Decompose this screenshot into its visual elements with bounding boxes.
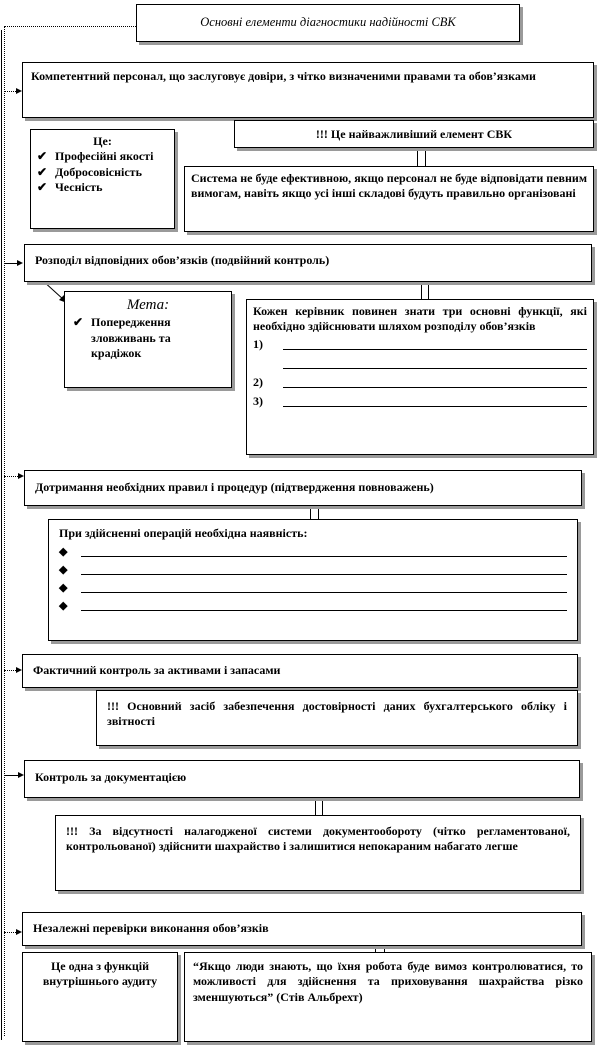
physical-header: Фактичний контроль за активами і запасами <box>22 654 578 688</box>
documentation-header: Контроль за документацією <box>24 760 580 798</box>
documentation-note: !!! За відсутності налагодженої системи документообороту (чітко регламентованої, контрольованої) здійснити шахрайство і залишитися непокараним набагато легше <box>55 815 581 891</box>
duties-header: Розподіл відповідних обов’язків (подвійний контроль) <box>24 244 592 282</box>
title-text: Основні елементи діагностики надійності СВК <box>200 15 456 29</box>
connector-title-left <box>4 26 136 27</box>
personnel-important-note: !!! Це найважливіший елемент СВК <box>234 120 594 148</box>
diagram-title <box>136 4 520 42</box>
procedures-header: Дотримання необхідних правил і процедур (підтвердження повноважень) <box>24 470 582 506</box>
check-icon: ✔ <box>73 315 84 330</box>
quality-item: ✔ Добросовісність <box>37 164 142 179</box>
duties-functions: Кожен керівник повинен знати три основні функції, які необхідно здійснювати шляхом розподілу обов’язків 1) 2) 3) <box>246 299 594 455</box>
independent-header: Незалежні перевірки виконання обов’язків <box>22 912 582 946</box>
independent-audit-note: Це одна з функцій внутрішнього аудиту <box>22 952 178 1042</box>
check-icon: ✔ <box>37 149 48 164</box>
requirement-bullet <box>59 598 567 616</box>
goal-item: ✔ Попередження зловживань та крадіжок <box>73 315 171 360</box>
personnel-explanation: Система не буде ефективною, якщо персонал не буде відповідати певним вимогам, навіть якщо усі інші складові будуть правильно організовані <box>184 166 594 232</box>
goal-title: Мета: <box>126 297 170 313</box>
personnel-header-text: Компетентний персонал, що заслуговує довіри, з чітко визначеними правами та обов’язками <box>31 69 536 83</box>
function-blank-1b <box>253 354 587 373</box>
requirement-bullet <box>59 580 567 598</box>
function-blank-2: 2) <box>253 373 587 392</box>
diamond-icon: ◆ <box>59 564 68 577</box>
personnel-qualities <box>30 129 175 229</box>
physical-note: !!! Основний засіб забезпечення достовірності даних бухгалтерського обліку і звітності <box>96 690 578 746</box>
function-blank-1: 1) <box>253 335 587 354</box>
link-duties-functions-b <box>428 281 429 299</box>
check-icon: ✔ <box>37 164 48 179</box>
connector-main-vertical <box>4 26 5 1036</box>
link-important-explanation-b <box>425 148 426 166</box>
duties-goal <box>64 291 232 388</box>
link-documentation-note-b <box>322 797 323 815</box>
personnel-header <box>22 62 594 118</box>
diamond-icon: ◆ <box>59 582 68 595</box>
diamond-icon: ◆ <box>59 546 68 559</box>
link-important-explanation-a <box>417 148 418 166</box>
arrow-to-duties <box>17 260 23 266</box>
quality-item: ✔ Чесність <box>37 180 103 195</box>
requirement-bullet <box>59 562 567 580</box>
function-blank-3: 3) <box>253 392 587 411</box>
link-documentation-note-a <box>315 797 316 815</box>
procedures-requirement: При здійсненні операцій необхідна наявність: ◆ ◆ ◆ ◆ <box>48 519 578 641</box>
qualities-title: Це: <box>93 134 112 148</box>
link-procedures-requirement-a <box>310 505 311 519</box>
quality-item: ✔ Професійні якості <box>37 149 154 164</box>
requirement-bullet <box>59 544 567 562</box>
diamond-icon: ◆ <box>59 600 68 613</box>
connector-main-solid <box>1 30 2 1040</box>
connector-to-duties <box>4 263 18 264</box>
independent-quote: “Якщо люди знають, що їхня робота буде вимоз контролюватися, то можливості для здійснення та приховування шахрайства різко зменшуються” (Стів Альбрехт) <box>184 952 592 1042</box>
link-duties-functions-a <box>421 281 422 299</box>
check-icon: ✔ <box>37 180 48 195</box>
link-procedures-requirement-b <box>318 505 319 519</box>
